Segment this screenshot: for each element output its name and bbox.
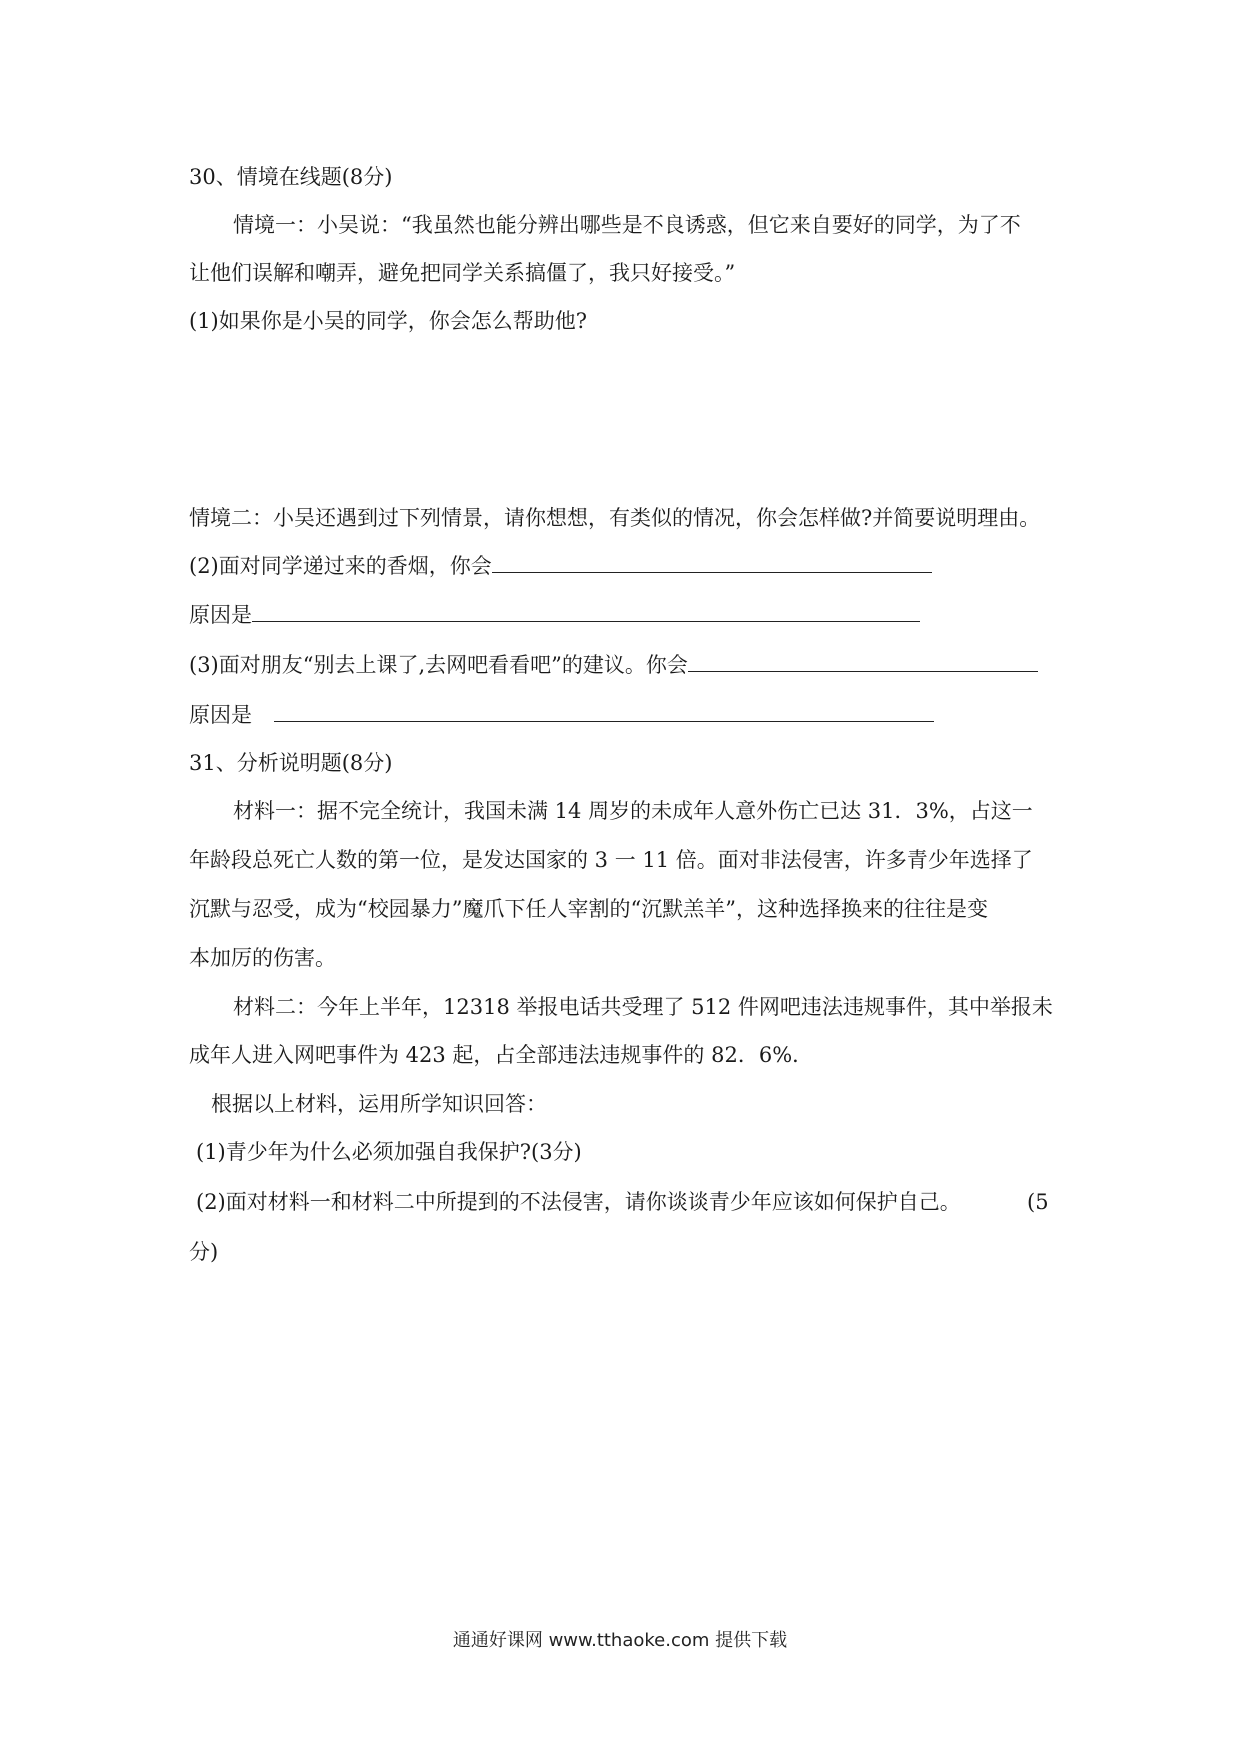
scenario-1-line-2: 让他们误解和嘲弄，避免把同学关系搞僵了，我只好接受。” xyxy=(189,261,736,285)
reason-blank-2[interactable] xyxy=(274,701,934,722)
material-1-line-3: 沉默与忍受，成为“校园暴力”魔爪下任人宰割的“沉默羔羊”，这种选择换来的往往是变 xyxy=(189,897,988,921)
q30-part-2-row xyxy=(189,551,932,581)
q31-part-2-line-2: 分) xyxy=(189,1240,219,1264)
answer-blank-3[interactable] xyxy=(688,651,1038,672)
material-1-line-1: 材料一：据不完全统计，我国未满 14 周岁的未成年人意外伤亡已达 31．3%，占这一 xyxy=(233,799,1033,823)
q31-part-2-score: (5 xyxy=(1027,1190,1049,1214)
q31-instruction: 根据以上材料，运用所学知识回答： xyxy=(211,1092,547,1116)
q30-title: 30、情境在线题(8分) xyxy=(189,165,393,189)
q31-part-1: (1)青少年为什么必须加强自我保护?(3分) xyxy=(196,1140,582,1164)
scenario-1-line-1: 情境一：小吴说：“我虽然也能分辨出哪些是不良诱惑，但它来自要好的同学，为了不 xyxy=(233,213,1021,237)
reason-blank-1[interactable] xyxy=(252,601,920,622)
material-1-line-4: 本加厉的伤害。 xyxy=(189,946,336,970)
reason-1-row xyxy=(189,600,920,630)
material-2-line-2: 成年人进入网吧事件为 423 起，占全部违法违规事件的 82．6%． xyxy=(189,1043,814,1067)
q30-part-3: (3)面对朋友“别去上课了,去网吧看看吧”的建议。你会 xyxy=(189,653,688,677)
q30-part-1: (1)如果你是小吴的同学，你会怎么帮助他? xyxy=(189,309,588,333)
q31-title: 31、分析说明题(8分) xyxy=(189,751,393,775)
q30-part-3-row xyxy=(189,650,1038,680)
scenario-2: 情境二：小吴还遇到过下列情景，请你想想，有类似的情况，你会怎样做?并简要说明理由。 xyxy=(189,506,1041,530)
q30-part-2: (2)面对同学递过来的香烟，你会 xyxy=(189,554,492,578)
page-footer: 通通好课网 www.tthaoke.com 提供下载 xyxy=(452,1630,788,1651)
answer-blank-2[interactable] xyxy=(492,552,932,573)
material-2-line-1: 材料二：今年上半年，12318 举报电话共受理了 512 件网吧违法违规事件，其中举报未 xyxy=(233,995,1053,1019)
reason-2-label: 原因是 xyxy=(189,703,252,727)
material-1-line-2: 年龄段总死亡人数的第一位，是发达国家的 3 一 11 倍。面对非法侵害，许多青少年选择了 xyxy=(189,848,1033,872)
reason-2-row xyxy=(189,700,934,730)
reason-1-label: 原因是 xyxy=(189,603,252,627)
q31-part-2-line-1: (2)面对材料一和材料二中所提到的不法侵害，请你谈谈青少年应该如何保护自己。 xyxy=(196,1190,961,1214)
